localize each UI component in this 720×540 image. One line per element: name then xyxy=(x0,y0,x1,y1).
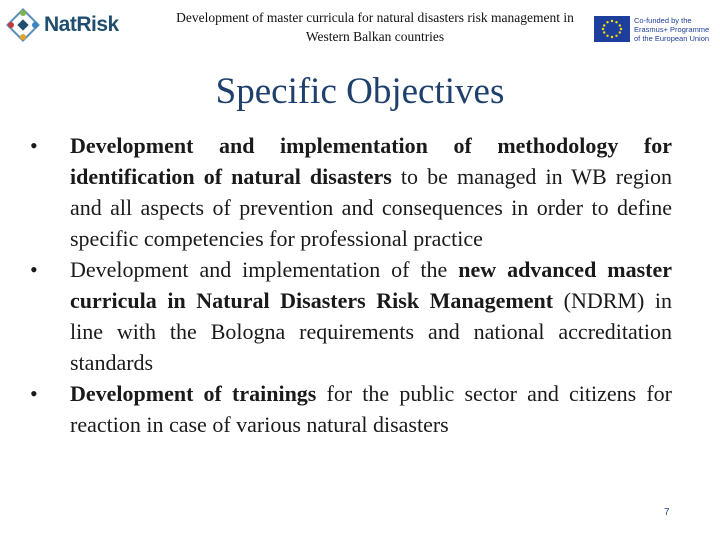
slide-title: Specific Objectives xyxy=(215,71,505,112)
objective-item xyxy=(30,254,672,378)
objective-bold-text: Development and implementation of methodology for identification of natural disasters xyxy=(70,133,672,189)
objective-bold-text: new advanced master curricula in Natural Disasters Risk Management xyxy=(70,257,672,313)
natrisk-logo xyxy=(6,3,126,47)
objective-text: to be managed in WB region and all aspects of prevention and consequences in order to define specific competencies for professional practice xyxy=(70,164,672,251)
objective-bold-text: Development of trainings xyxy=(70,381,317,406)
eu-cofunded-logo xyxy=(594,14,720,44)
natrisk-logo-icon xyxy=(6,8,40,42)
page-number: 7 xyxy=(664,507,670,518)
objective-text: Development and implementation of the xyxy=(70,257,459,282)
bullet-icon: • xyxy=(30,257,38,282)
objective-item xyxy=(30,130,672,254)
header-title: Development of master curricula for natural disasters risk management in Western Balkan countries xyxy=(176,10,574,44)
eu-cofunded-text: Co-funded by the Erasmus+ Programme of the European Union xyxy=(634,15,710,43)
bullet-icon: • xyxy=(30,381,38,406)
objectives-list xyxy=(30,130,672,440)
logo-text: NatRisk xyxy=(44,13,119,36)
objective-item xyxy=(30,378,672,440)
objective-text: (NDRM) in line with the Bologna requirements and national accreditation standards xyxy=(70,288,672,375)
objective-text: for the public sector and citizens for reaction in case of various natural disasters xyxy=(70,381,672,437)
bullet-icon: • xyxy=(30,133,38,158)
eu-flag-icon xyxy=(594,16,630,42)
